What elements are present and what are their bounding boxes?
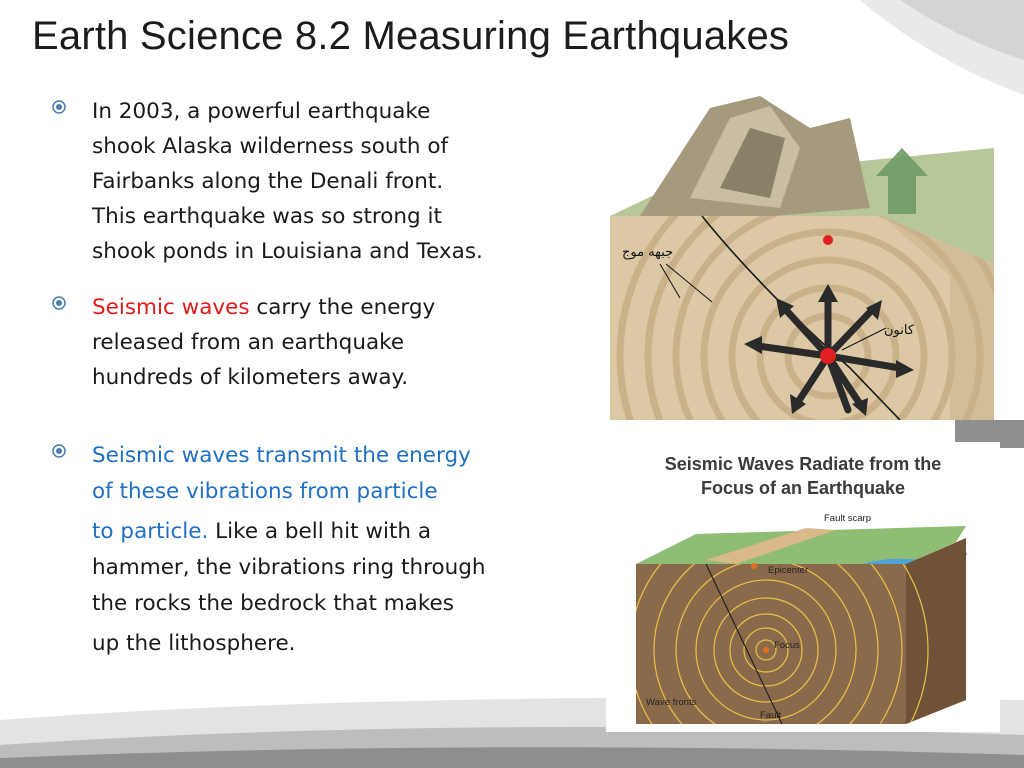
bullet-line: hundreds of kilometers away. (92, 365, 409, 390)
bullet-line-rest: carry the energy (249, 295, 436, 320)
wave-fronts-label: Wave fronts (646, 697, 697, 708)
fault-label: Fault (760, 710, 782, 721)
radio-bullet-icon (52, 100, 66, 114)
bullet-line (92, 514, 584, 550)
diagram-title-line: Focus of an Earthquake (700, 478, 906, 498)
seismic-block-drawing (610, 88, 994, 420)
slide-title: Earth Science 8.2 Measuring Earthquakes (32, 14, 790, 58)
bullet-line (92, 290, 584, 325)
seismic-diagram-illustration (606, 442, 1000, 732)
epicenter-label: Epicenter (768, 565, 809, 576)
bullet-line: shook Alaska wilderness south of (92, 134, 449, 159)
seismic-block-illustration (610, 88, 994, 420)
bullet-line: In 2003, a powerful earthquake (92, 99, 431, 124)
bullet-text (92, 94, 584, 269)
highlight-seismic-waves: Seismic waves (92, 295, 250, 320)
radio-bullet-icon (52, 444, 66, 458)
diagram-title-line: Seismic Waves Radiate from the (664, 454, 942, 474)
wavefront-label: جبهه موج (622, 245, 674, 260)
bullet-line-blue: Seismic waves transmit the energy (92, 443, 471, 468)
bullet-line: released from an earthquake (92, 330, 405, 355)
bullet-text (92, 290, 584, 395)
focus-label: کانون (884, 323, 915, 338)
fault-scarp-label: Fault scarp (824, 513, 871, 524)
bullet-line-blue: to particle. (92, 519, 209, 544)
bullet-line: the rocks the bedrock that makes (92, 591, 454, 616)
bullet-line-blue: of these vibrations from particle (92, 479, 438, 504)
focus-label-en: Focus (774, 640, 800, 651)
bullet-text (92, 438, 584, 662)
diagram-title (606, 452, 1000, 500)
bullet-line: up the lithosphere. (92, 631, 296, 656)
bullet-line-rest: Like a bell hit with a (208, 519, 432, 544)
bullet-line: hammer, the vibrations ring through (92, 555, 486, 580)
bullet-line: This earthquake was so strong it (92, 204, 442, 229)
bullet-line: Fairbanks along the Denali front. (92, 169, 444, 194)
radio-bullet-icon (52, 296, 66, 310)
bullet-line: shook ponds in Louisiana and Texas. (92, 239, 483, 264)
